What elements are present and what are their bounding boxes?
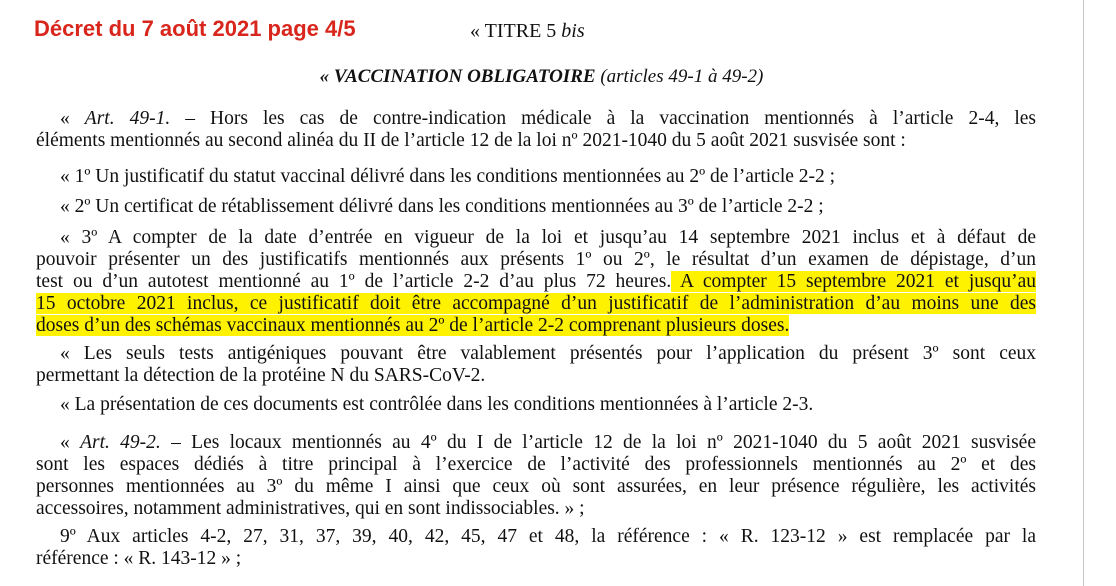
item-3-line-5 [36,315,1036,337]
titre-5-bis: « TITRE 5 bis [470,20,585,42]
tests-line-2: permettant la détection de la protéine N du SARS-CoV-2. [36,365,486,386]
article-49-1-line-2: éléments mentionnés au second alinéa du II de l’article 12 de la loi nº 2021-1040 du 5 août 2021 susvisée sont : [36,130,906,151]
item-3-line-1: « 3º A compter de la date d’entrée en vigueur de la loi et jusqu’au 14 septembre 2021 inclus et à défaut de [60,227,1036,248]
article-49-2-line-3: personnes mentionnées au 3º du même I ainsi que ceux où sont assurées, en leur présence régulière, les activités [36,476,1036,497]
item-9-line-1: 9º Aux articles 4-2, 27, 31, 37, 39, 40, 42, 45, 47 et 48, la référence : « R. 123-12 » est remplacée par la [60,526,1036,547]
section-heading: « VACCINATION OBLIGATOIRE (articles 49-1 à 49-2) [319,66,764,87]
highlighted-text: A compter 15 septembre 2021 et jusqu’au [671,271,1036,292]
tests-line-1: « Les seuls tests antigéniques pouvant être valablement présentés pour l’application du présent 3º sont ceux [60,343,1036,364]
item-2: « 2º Un certificat de rétablissement délivré dans les conditions mentionnées au 3º de l’article 2-2 ; [60,196,824,217]
article-49-2-line-2: sont les espaces dédiés à titre principal à l’exercice de l’activité des professionnels mentionnés au 2º et des [36,454,1036,475]
item-3-line-3: test ou d’un autotest mentionné au 1º de l’article 2-2 d’au plus 72 heures. A compter 15 septembre 2021 et jusqu’au [36,271,1036,292]
highlighted-text: doses d’un des schémas vaccinaux mentionnés au 2º de l’article 2-2 comprenant plusieurs doses. [36,315,790,336]
article-49-2-label: Art. 49-2. [80,432,161,453]
item-9-line-2: référence : « R. 143-12 » ; [36,548,242,569]
presentation-paragraph: « La présentation de ces documents est contrôlée dans les conditions mentionnées à l’article 2-3. [60,394,814,415]
document-annotation: Décret du 7 août 2021 page 4/5 [34,16,356,41]
article-49-2-line-1: « Art. 49-2. – Les locaux mentionnés au 4º du I de l’article 12 de la loi nº 2021-1040 du 5 août 2021 susvisée [60,432,1036,453]
highlighted-text: 15 octobre 2021 inclus, ce justificatif doit être accompagné d’un justificatif de l’administration d’au moins une des [36,293,1036,314]
item-1: « 1º Un justificatif du statut vaccinal délivré dans les conditions mentionnées au 2º de l’article 2-2 ; [60,166,836,187]
item-3-line-2: pouvoir présenter un des justificatifs mentionnés aux présents 1º ou 2º, le résultat d’un examen de dépistage, d’un [36,249,1036,270]
article-49-1-label: Art. 49-1. [84,108,171,129]
item-3-line-4 [36,293,1036,315]
article-49-2-line-4: accessoires, notamment administratives, qui en sont indissociables. » ; [36,498,585,519]
page-right-border [1083,0,1084,586]
article-49-1-line-1: « Art. 49-1. – Hors les cas de contre-indication médicale à la vaccination mentionnés à l’article 2-4, les [60,108,1037,129]
